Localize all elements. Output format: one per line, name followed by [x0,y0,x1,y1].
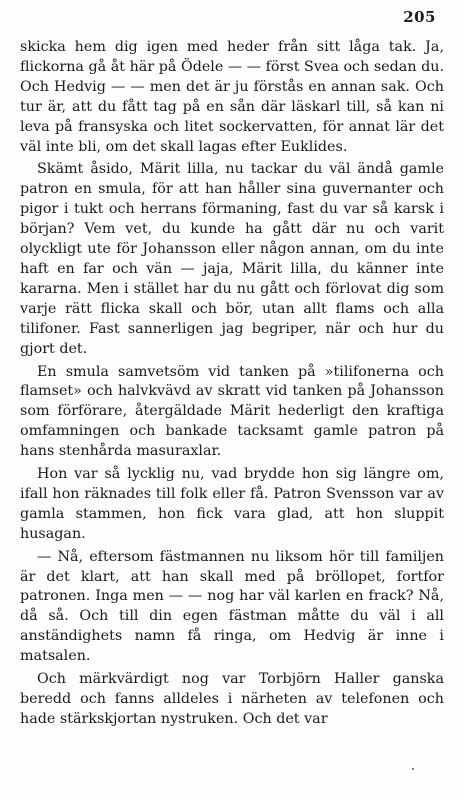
paragraph-6: Och märkvärdigt nog var Torbjörn Haller ganska beredd och fanns alldeles i närheten av telefonen och hade stärkskjortan nystruken. Och det var [20,671,444,727]
paragraph-5: — Nå, eftersom fästmannen nu liksom hör till familjen är det klart, att han skall med på bröllopet, fortfor patronen. Inga men — — nog har väl karlen en frack? Nå, då så. Och till din egen fästman måtte du väl i all anständighets namn få ringa, om Hedvig är inne i matsalen. [20,548,444,665]
body-text [20,38,444,733]
print-speck [412,768,414,770]
page-number: 205 [403,8,436,26]
paragraph-1: skicka hem dig igen med heder från sitt låga tak. Ja, flickorna gå åt här på Ödele — — först Svea och sedan du. Och Hedvig — — men det är ju förstås en annan sak. Och tur är, att du fått tag på en sån där läskarl till, så kan ni leva på fransyska och litet sockervatten, för annat lär det väl inte bli, om det skall lagas efter Euklides. [20,39,444,155]
paragraph-3: En smula samvetsöm vid tanken på »tilifonerna och flamset» och halvkvävd av skratt vid tanken på Johansson som förförare, återgäldade Märit hederligt den kraftiga omfamningen och bankade tacksamt gamle patron på hans stenhårda masuraxlar. [20,363,444,460]
paragraph-2: Skämt åsido, Märit lilla, nu tackar du väl ändå gamle patron en smula, för att han håller sina guvernanter och pigor i tukt och herrans förmaning, fast du var så karsk i början? Vem vet, du kunde ha gått där nu och varit olyckligt ute för Johansson eller någon annan, om du inte haft en far och vän — jaja, Märit lilla, du känner inte kararna. Men i stället har du nu gått och förlovat dig som varje rätt flicka skall och bör, utan allt flams och alla tilifoner. Fast sannerligen jag begriper, när och hur du gjort det. [20,161,444,357]
paragraph-4: Hon var så lycklig nu, vad brydde hon sig längre om, ifall hon räknades till folk eller få. Patron Svensson var av gamla stammen, hon fick vara glad, att hon sluppit husagan. [20,466,444,542]
